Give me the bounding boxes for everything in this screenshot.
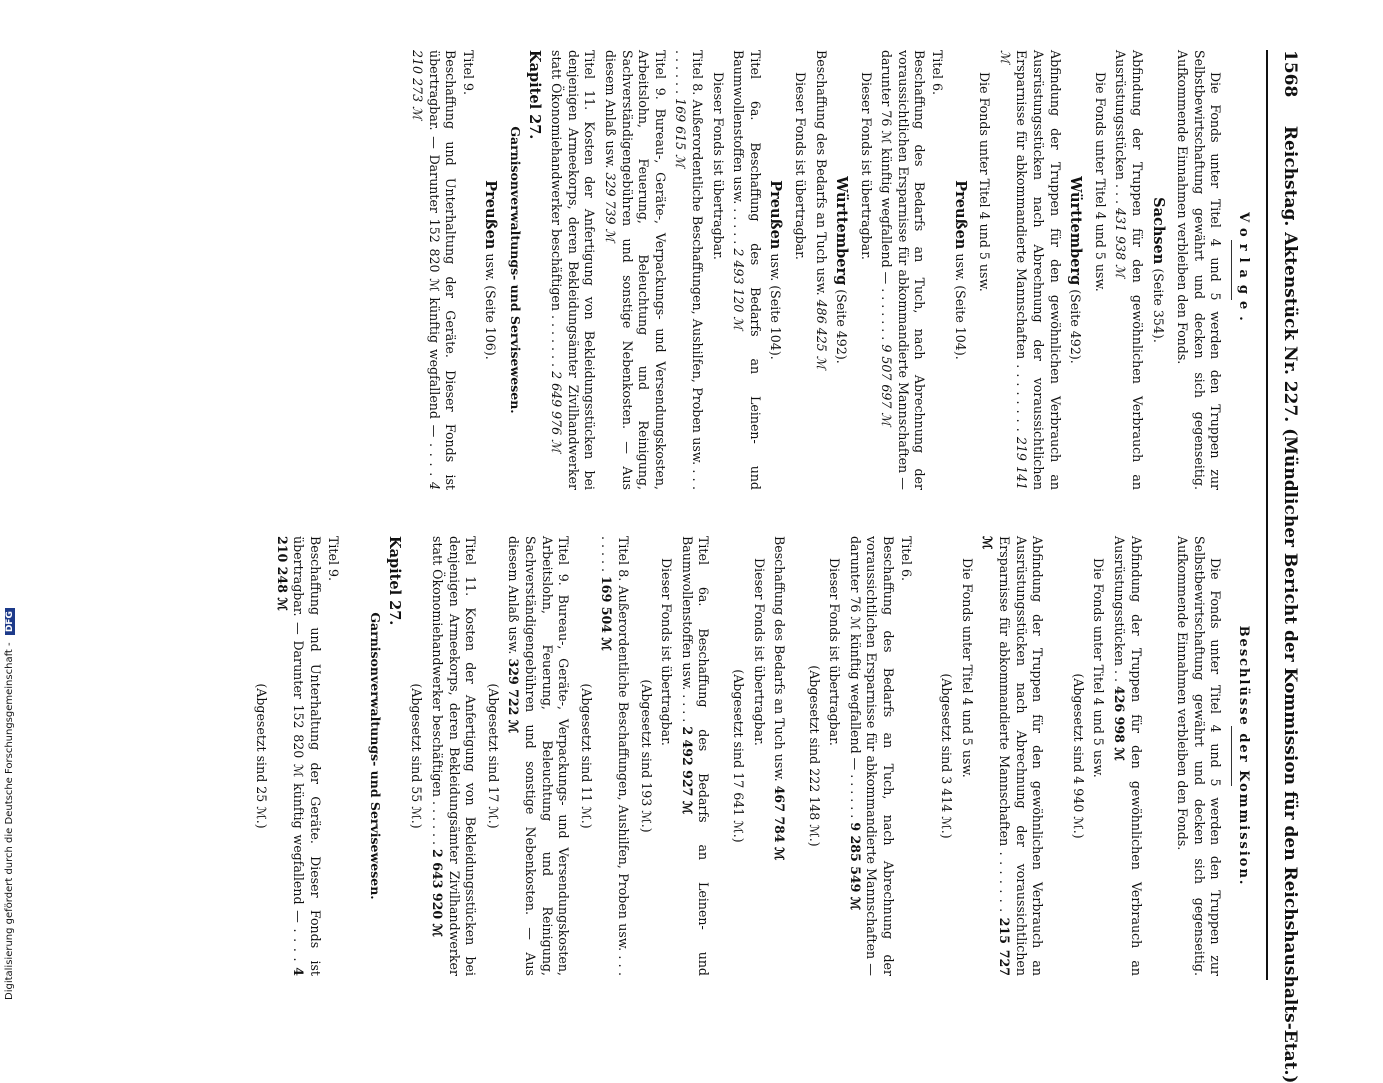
state-heading-preussen: Preußen usw. (Seite 104). <box>951 180 969 360</box>
column-beschluesse <box>247 536 1255 976</box>
state-heading-preussen-2: Preußen usw. (Seite 104). <box>767 180 785 360</box>
kapitel-subheading: Garnisonverwaltungs- und Servisewesen. <box>368 612 384 900</box>
amount: 169 504 ℳ <box>599 576 615 651</box>
spacer <box>787 536 799 976</box>
entry-text: Beschaffung und Unterhaltung der Geräte. Dieser Fonds ist übertragbar. — Darunter 152 820 ℳ künftig wegfallend — . . . . 4 210 248 ℳ <box>274 536 324 976</box>
title-rule <box>1231 726 1232 786</box>
amount: 9 285 549 ℳ <box>847 822 863 911</box>
entry-text: Titel 6a. Beschaffung des Bedarfs an Leinen- und Baumwollenstoffen usw. . . . . . 2 493 120 ℳ <box>731 50 763 490</box>
entry-text: Titel 9. Bureau-, Geräte-, Verpackungs- und Versendungskosten, Arbeitslohn, Feuerung, Beleuchtung und Reinigung, Sachverständigengebühren und sonstige Nebenkosten. — Aus diesem Anlaß usw. 329 739 ℳ <box>603 50 668 490</box>
state-heading-sachsen: Sachsen (Seite 354). <box>1149 197 1167 343</box>
spacer <box>1144 536 1170 976</box>
amount: 486 425 ℳ <box>813 299 829 370</box>
spacer <box>711 536 723 976</box>
reduction-note: (Abgesetzt sind 4 940 ℳ.) <box>1070 673 1086 839</box>
entry-note: Dieser Fonds ist übertragbar. <box>858 72 874 260</box>
digitization-footer <box>4 0 18 1000</box>
entry-note: Dieser Fonds ist übertragbar. <box>659 558 675 746</box>
entry-text: Titel 6a. Beschaffung des Bedarfs an Leinen- und Baumwollenstoffen usw. . . . . 2 492 927 ℳ <box>679 536 712 976</box>
kapitel-heading: Kapitel 27. <box>525 50 543 140</box>
entry-text: Abfindung der Truppen für den gewöhnlichen Verbrauch an Ausrüstungsstücken . . . 431 938 ℳ <box>1113 50 1146 490</box>
entry-text: Beschaffung und Unterhaltung der Geräte. Dieser Fonds ist übertragbar. — Darunter 152 820 ℳ künftig wegfallend — . . . . 4 210 273 ℳ <box>410 50 459 490</box>
entry-text: Abfindung der Truppen für den gewöhnlichen Verbrauch an Ausrüstungsstücken . . 426 998 ℳ <box>1112 536 1144 976</box>
intro-paragraph: Die Fonds unter Titel 4 und 5 werden den Truppen zur Selbstbewirtschaftung gewährt und decken sich gegenseitig. Aufkommende Einnahmen verbleiben den Fonds. <box>1175 536 1224 976</box>
page-header <box>1270 50 1300 1083</box>
amount: 329 739 ℳ <box>603 172 618 243</box>
state-heading-preussen-3: Preußen usw. (Seite 106). <box>482 180 500 360</box>
amount: 169 615 ℳ <box>673 98 689 168</box>
page-title: Reichstag. Aktenstück Nr. 227. (Mündlicher Bericht der Kommission für den Reichshaushalts-Etat.) <box>1280 125 1300 1083</box>
entry-text: Abfindung der Truppen für den gewöhnlichen Verbrauch an Ausrüstungsstücken nach Abrechnung der voraussichtlichen Ersparnisse für abkommandierte Mannschaften . . . . . . . 215 727 ℳ <box>980 536 1046 976</box>
entry-note: Die Fonds unter Titel 4 und 5 usw. <box>1091 558 1107 778</box>
reduction-note: (Abgesetzt sind 17 641 ℳ.) <box>730 669 746 843</box>
entry-note: Dieser Fonds ist übertragbar. <box>827 558 843 746</box>
title-rule <box>1231 240 1232 300</box>
reduction-note: (Abgesetzt sind 193 ℳ.) <box>638 679 654 833</box>
amount: 4 210 248 ℳ <box>274 536 307 976</box>
spacer <box>1045 536 1063 976</box>
amount: 219 141 ℳ <box>997 50 1030 490</box>
state-heading-wuerttemberg: Württemberg (Seite 492). <box>1067 176 1085 364</box>
amount: 9 507 697 ℳ <box>879 344 895 426</box>
entry-note: Dieser Fonds ist übertragbar. <box>710 72 726 260</box>
amount: 215 727 ℳ <box>980 536 1013 976</box>
amount: 4 210 273 ℳ <box>410 50 442 490</box>
titel-label: Titel 9. <box>325 536 341 581</box>
entry-text: Beschaffung des Bedarfs an Tuch, nach Abrechnung der voraussichtlichen Ersparnisse für abkommandierte Mannschaften — darunter 76 ℳ künftig wegfallend — . . . . . . . 9 507 697 ℳ <box>879 50 928 490</box>
entry-note: Die Fonds unter Titel 4 und 5 usw. <box>1092 72 1108 292</box>
state-heading-wuerttemberg-2: Württemberg (Seite 492). <box>833 176 851 364</box>
header-rule <box>1266 50 1268 980</box>
reduction-note: (Abgesetzt sind 17 ℳ.) <box>485 683 501 829</box>
spacer <box>347 536 361 976</box>
amount: 2 492 927 ℳ <box>679 726 695 815</box>
entry-note: Die Fonds unter Titel 4 und 5 usw. <box>977 72 993 292</box>
reduction-note: (Abgesetzt sind 222 148 ℳ.) <box>806 665 822 847</box>
entry-note: Die Fonds unter Titel 4 und 5 usw. <box>959 558 975 778</box>
kapitel-subheading: Garnisonverwaltungs- und Servisewesen. <box>508 126 524 414</box>
reduction-note: (Abgesetzt sind 3 414 ℳ.) <box>939 673 955 839</box>
footer-text: Digitalisierung gefördert durch die Deutsche Forschungsgemeinschaft - <box>4 642 15 1000</box>
titel-label: Titel 6. <box>898 536 914 581</box>
reduction-note: (Abgesetzt sind 11 ℳ.) <box>578 683 594 829</box>
spacer <box>920 536 932 976</box>
column-vorlage <box>404 50 1255 490</box>
rotated-page <box>0 50 1300 1083</box>
entry-text: Beschaffung des Bedarfs an Tuch, nach Abrechnung der voraussichtlichen Ersparnisse für abkommandierte Mannschaften — darunter 76 ℳ künftig wegfallend — . . . . . . 9 285 549 ℳ <box>847 536 897 976</box>
amount: 431 938 ℳ <box>1113 208 1129 278</box>
entry-text: Abfindung der Truppen für den gewöhnlichen Verbrauch an Ausrüstungsstücken nach Abrechnung der voraussichtlichen Ersparnisse für abkommandierte Mannschaften . . . . . . . . 219 141 ℳ <box>997 50 1063 490</box>
entry-text: Titel 8. Außerordentliche Beschaffungen, Aushilfen, Proben usw. . . . . . . . . . 169 615 ℳ <box>673 50 705 490</box>
reduction-note: (Abgesetzt sind 55 ℳ.) <box>409 683 425 829</box>
kapitel-heading: Kapitel 27. <box>385 536 403 626</box>
column-title: Vorlage. <box>1236 212 1251 328</box>
entry-note: Dieser Fonds ist übertragbar. <box>792 72 808 260</box>
intro-paragraph: Die Fonds unter Titel 4 und 5 werden den Truppen zur Selbstbewirtschaftung gewährt und decken sich gegenseitig. Aufkommende Einnahmen verbleiben den Fonds. <box>1175 50 1224 490</box>
column-title: Beschlüsse der Kommission. <box>1236 625 1251 887</box>
amount: 2 649 976 ℳ <box>549 371 565 453</box>
entry-text: Titel 9. Bureau-, Geräte-, Verpackungs- und Versendungskosten, Arbeitslohn, Feuerung, Beleuchtung und Reinigung, Sachverständigengebühren und sonstige Nebenkosten. — Aus diesem Anlaß usw. 329 722 ℳ <box>506 536 572 976</box>
dfg-logo: DFG <box>5 608 15 635</box>
amount: 329 722 ℳ <box>506 658 522 734</box>
amount: 2 493 120 ℳ <box>731 248 747 330</box>
entry-note: Dieser Fonds ist übertragbar. <box>751 558 767 746</box>
reduction-note: (Abgesetzt sind 25 ℳ.) <box>254 683 270 829</box>
amount: 426 998 ℳ <box>1112 685 1128 761</box>
titel-label: Titel 9. <box>460 50 476 95</box>
amount: 467 784 ℳ <box>772 785 788 861</box>
entry-text: Titel 11. Kosten der Anfertigung von Bekleidungsstücken bei denjenigen Armeekorps, deren Bekleidungsämter Zivilhandwerker statt Ökonomiehandwerker beschäftigen . . . . . . 2 643 920 ℳ <box>430 536 479 976</box>
entry-text: Titel 8. Außerordentliche Beschaffungen, Aushilfen, Proben usw. . . . . . . . . 169 504 ℳ <box>599 536 631 976</box>
amount: 2 643 920 ℳ <box>430 849 446 938</box>
entry-text: Beschaffung des Bedarfs an Tuch usw. 486 425 ℳ <box>813 50 829 370</box>
page-number: 1568 <box>1280 50 1300 98</box>
titel-label: Titel 6. <box>930 50 946 95</box>
entry-text: Titel 11. Kosten der Anfertigung von Bekleidungsstücken bei denjenigen Armeekorps, deren Bekleidungsämter Zivilhandwerker statt Ökonomiehandwerker beschäftigen . . . . . . . 2 649 976 ℳ <box>549 50 598 490</box>
entry-text: Beschaffung des Bedarfs an Tuch usw. 467 784 ℳ <box>772 536 788 861</box>
